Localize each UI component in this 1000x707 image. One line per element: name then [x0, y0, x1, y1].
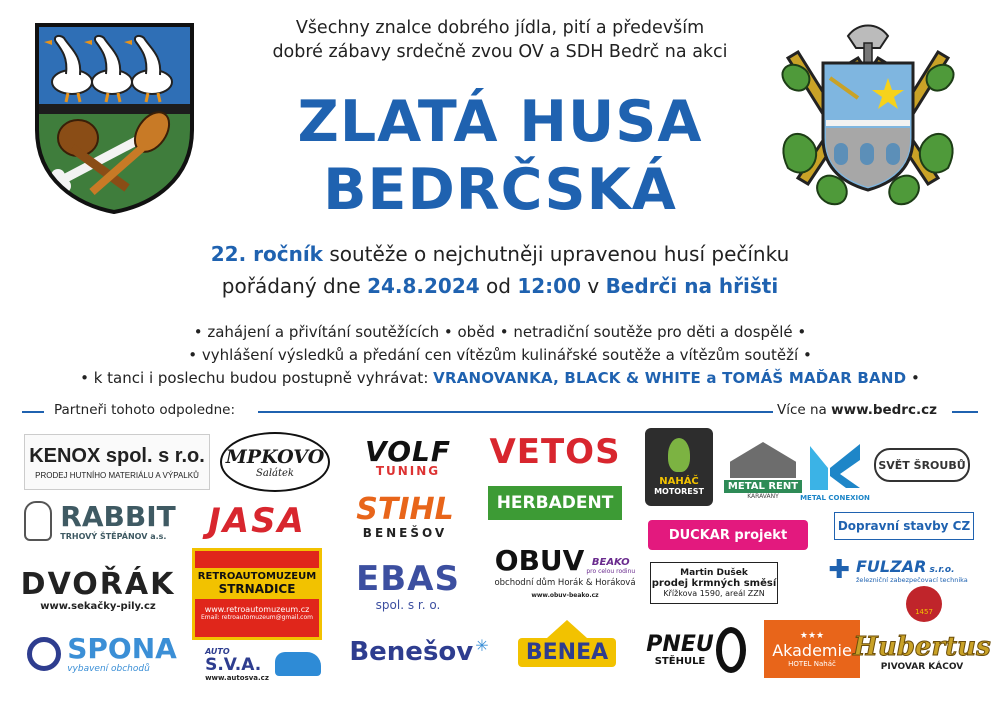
coat-of-arms-bedrc [32, 20, 197, 215]
dopravni-name: Dopravní stavby CZ [837, 519, 971, 533]
logo-rabbit [20, 496, 180, 546]
obuv-brand: BEAKO [591, 557, 630, 568]
dusek-line-3: Křížkova 1590, areál ZZN [663, 589, 765, 598]
benea-name: BENEA [518, 638, 616, 667]
fulzar-name: FULZAR [855, 556, 927, 576]
music-intro: • k tanci i poslechu budou postupně vyhrávat: [80, 369, 434, 387]
volf-name: VOLF [365, 434, 451, 468]
logo-vetos [488, 432, 622, 472]
edition-number: 22. ročník [210, 242, 323, 266]
logo-stihl-benesov [340, 492, 470, 542]
hubertus-year: 1457 [915, 608, 933, 616]
metalconexion-name: METAL CONEXION [800, 494, 870, 502]
logo-pneu-stehule [646, 622, 746, 678]
autosva-pre: AUTO [205, 646, 230, 656]
event-title-line-1: ZLATÁ HUSA [297, 89, 703, 155]
logo-dvorak [22, 566, 174, 614]
logo-benesov [344, 632, 494, 672]
spona-icon [27, 637, 61, 671]
duckar-name: DUCKAR projekt [668, 527, 788, 543]
retro-line-1: RETROAUTOMUZEUM [197, 570, 317, 582]
svetsroubu-name: SVĚT ŠROUBŮ [878, 458, 966, 472]
obuv-name: OBUV [494, 544, 585, 577]
program-line-1: • zahájení a přivítání soutěžících • oběd • netradiční soutěže pro děti a dospělé • [193, 323, 807, 341]
date-line [40, 272, 960, 300]
hubertus-name: Hubertus [853, 632, 991, 662]
herbadent-name: HERBADENT [496, 493, 614, 513]
obuv-web: www.obuv-beako.cz [531, 592, 599, 599]
invitation-line-1: Všechny znalce dobrého jídla, pití a především [295, 18, 705, 38]
retro-email: Email: retroautomuzeum@gmail.com [201, 613, 313, 621]
divider [258, 411, 773, 413]
akademie-name: Akademie [772, 640, 852, 660]
metalrent-tagline: KARAVANY [747, 493, 779, 500]
time-prefix: od [479, 274, 518, 298]
logo-svet-sroubu [874, 448, 970, 482]
logo-nahac-motorest [645, 428, 713, 506]
edition-description: soutěže o nejchutněji upravenou husí pečínku [322, 242, 790, 266]
dvorak-web: www.sekačky-pily.cz [40, 600, 156, 612]
pneu-name: PNEU [646, 631, 714, 657]
logo-hubertus-seal [906, 586, 942, 622]
footprint-icon [668, 438, 690, 472]
mpkovo-name: MPKOVO [225, 445, 325, 468]
logo-benea [506, 614, 628, 672]
hubertus-tagline: PIVOVAR KÁCOV [880, 662, 964, 672]
car-icon [275, 652, 321, 676]
caravan-icon [730, 442, 796, 478]
ebas-tagline: spol. s r. o. [375, 598, 441, 612]
program-line-2: • vyhlášení výsledků a předání cen vítězům kulinářské soutěže a vítězům soutěží • [188, 346, 812, 364]
spona-name: SPONA [67, 632, 177, 665]
obuv-tagline: obchodní dům Horák & Horáková [494, 578, 636, 588]
logo-jasa [186, 500, 328, 542]
rabbit-tagline: TRHOVÝ ŠTĚPÁNOV a.s. [60, 531, 167, 541]
website-url[interactable]: www.bedrc.cz [831, 402, 937, 418]
event-title-line-2: BEDRČSKÁ [323, 157, 677, 223]
invitation-line-2: dobré zábavy srdečně zvou OV a SDH Bedrč na akci [272, 42, 728, 62]
date-prefix: pořádaný dne [221, 274, 368, 298]
nahac-tagline: MOTOREST [654, 487, 704, 496]
music-outro: • [906, 369, 920, 387]
logo-duckar-projekt [648, 520, 808, 550]
divider [952, 411, 978, 413]
metalrent-name: METAL RENT [724, 480, 802, 493]
dusek-line-2: prodej krmných směsí [651, 578, 777, 589]
akademie-tagline: HOTEL Naháč [788, 659, 836, 668]
stihl-name: STIHL [356, 492, 454, 527]
logo-martin-dusek [650, 562, 778, 604]
logo-obuv-beako [488, 540, 642, 606]
website-link[interactable] [777, 402, 937, 418]
retro-web: www.retroautomuzeum.cz [204, 604, 310, 614]
logo-dopravni-stavby [834, 512, 974, 540]
divider [22, 411, 44, 413]
mpkovo-tagline: Salátek [256, 467, 294, 479]
partners-header [22, 400, 978, 422]
fulzar-tagline: železniční zabezpečovací technika [855, 575, 968, 584]
event-place: Bedrči na hřišti [605, 274, 779, 298]
tire-icon [716, 627, 746, 673]
mc-icon [806, 440, 864, 492]
logo-herbadent [488, 486, 622, 520]
fire-brigade-emblem [768, 18, 968, 218]
retro-line-2: STRNADICE [218, 581, 296, 596]
dvorak-name: DVOŘÁK [20, 566, 176, 602]
volf-tagline: TUNING [375, 463, 441, 478]
invitation-text [230, 16, 770, 64]
logo-auto-sva [198, 642, 328, 686]
fulzar-icon: ✚ [828, 555, 850, 585]
kenox-suffix: spol. s r.o. [100, 444, 205, 467]
logo-metal-conexion [800, 434, 870, 508]
logo-metal-rent [723, 436, 803, 506]
nahac-name: NAHÁČ [659, 476, 699, 487]
logo-akademie [764, 620, 860, 678]
stars-icon: ★★★ [799, 630, 825, 641]
stihl-tagline: BENEŠOV [362, 526, 448, 540]
jasa-name: JASA [208, 501, 306, 541]
event-date: 24.8.2024 [367, 274, 480, 298]
rabbit-icon [24, 501, 52, 541]
event-time: 12:00 [517, 274, 581, 298]
autosva-name: S.V.A. [205, 654, 262, 675]
spona-tagline: vybavení obchodů [67, 664, 150, 674]
vetos-name: VETOS [489, 432, 621, 472]
logo-volf-tuning [344, 432, 472, 480]
crown-icon [547, 620, 587, 638]
kenox-name: KENOX [29, 444, 101, 467]
benesov-name: Benešov [349, 637, 474, 667]
kenox-tagline: PRODEJ HUTNÍHO MATERIÁLU A VÝPALKŮ [35, 470, 199, 480]
logo-retroautomuzeum [192, 548, 322, 640]
logo-hubertus [853, 622, 991, 682]
website-prefix: Více na [777, 402, 832, 418]
logo-spona [22, 626, 182, 682]
logo-kenox [24, 434, 210, 490]
ebas-name: EBAS [356, 559, 460, 599]
logo-ebas [346, 556, 470, 616]
logo-fulzar [820, 548, 976, 592]
bands-list: VRANOVANKA, BLACK & WHITE a TOMÁŠ MAĎAR BAND [433, 369, 907, 387]
pneu-tagline: STĚHULE [654, 655, 706, 667]
program-line-3 [20, 366, 980, 390]
obuv-tag: pro celou rodinu [586, 568, 636, 575]
logo-mpkovo [220, 432, 330, 492]
partners-label: Partneři tohoto odpoledne: [54, 402, 236, 418]
place-prefix: v [581, 274, 606, 298]
edition-line [40, 240, 960, 268]
autosva-web: www.autosva.cz [205, 673, 269, 682]
star-icon: ✳ [475, 635, 489, 655]
dusek-line-1: Martin Dušek [680, 568, 748, 578]
fulzar-suffix: s.r.o. [926, 564, 955, 575]
rabbit-name: RABBIT [60, 499, 176, 533]
